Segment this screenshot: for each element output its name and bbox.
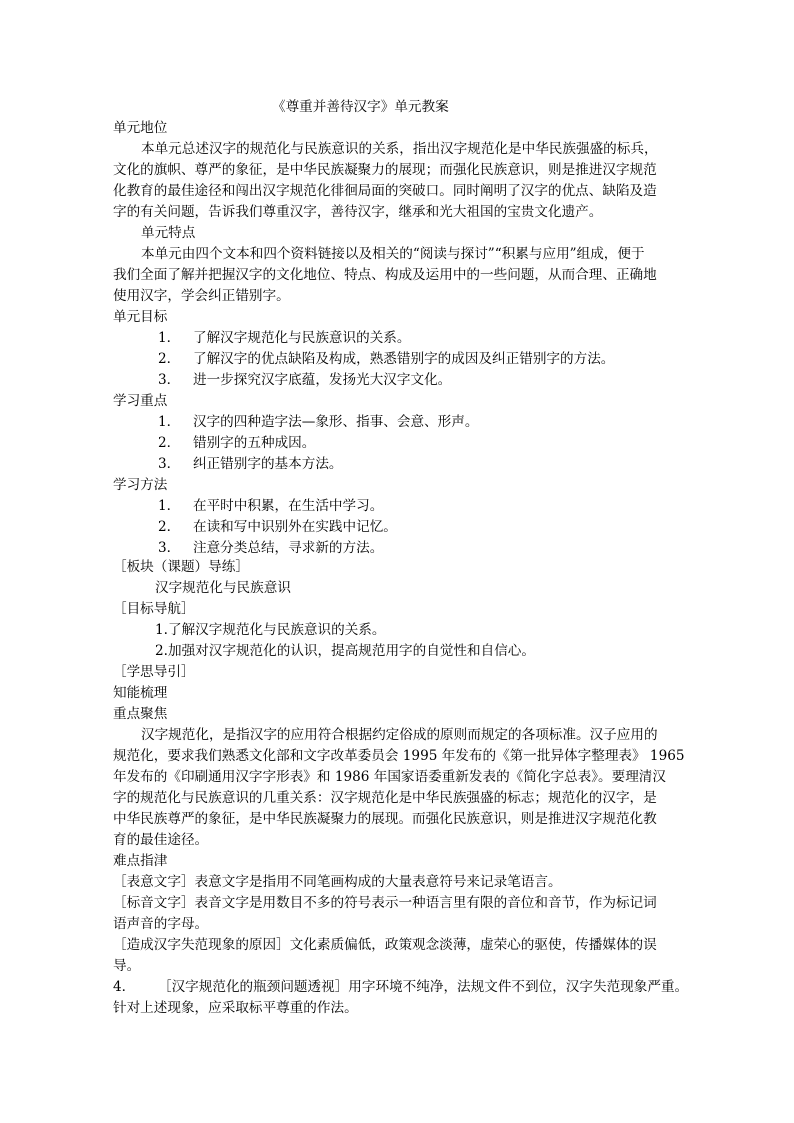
knowledge-label: 知能梳理 (113, 685, 168, 701)
section-heading-position: 单元地位 (113, 120, 168, 136)
list-number: 2． (158, 351, 181, 367)
section-heading-goal: 单元目标 (113, 309, 168, 325)
block-label: ［板块（课题）导练］ (113, 559, 249, 575)
paragraph-line: 语声音的字母。 (113, 916, 209, 932)
paragraph-line: 本单元由四个文本和四个资料链接以及相关的“阅读与探讨”“积累与应用”组成，便于 (141, 246, 645, 262)
paragraph-line: ［表意文字］表意文字是指用不同笔画构成的大量表意符号来记录笔语言。 (113, 874, 562, 890)
list-item: 2.加强对汉字规范化的认识，提高规范用字的自觉性和自信心。 (155, 643, 535, 659)
list-item: 了解汉字的优点缺陷及构成，熟悉错别字的成因及纠正错别字的方法。 (193, 351, 615, 367)
list-item: 纠正错别字的基本方法。 (193, 456, 343, 472)
paragraph-line: 汉字规范化，是指汉字的应用符合根据约定俗成的原则而规定的各项标准。汉子应用的 (141, 727, 658, 743)
lesson-title: 汉字规范化与民族意识 (155, 580, 291, 596)
section-heading-key: 学习重点 (113, 393, 168, 409)
paragraph-line: 化教育的最佳途径和闯出汉字规范化徘徊局面的突破口。同时阐明了汉字的优点、缺陷及造 (113, 183, 657, 199)
list-item: 1.了解汉字规范化与民族意识的关系。 (155, 622, 386, 638)
list-number: 2． (158, 519, 181, 535)
paragraph-line: 使用汉字，学会纠正错别字。 (113, 288, 290, 304)
list-number: 1． (158, 414, 181, 430)
doc-title: 《尊重并善待汉字》单元教案 (272, 99, 449, 115)
paragraph-line: 文化的旗帜、尊严的象征，是中华民族凝聚力的展现；而强化民族意识，则是推进汉字规范 (113, 162, 657, 178)
list-item: 进一步探究汉字底蕴，发扬光大汉字文化。 (193, 372, 452, 388)
list-number: 1． (158, 330, 181, 346)
paragraph-line: 年发布的《印刷通用汉字字形表》和 1986 年国家语委重新发表的《简化字总表》。要理清汉 (113, 769, 666, 785)
list-number: 3． (158, 456, 181, 472)
difficulty-label: 难点指津 (113, 853, 168, 869)
target-nav-label: ［目标导航］ (113, 601, 195, 617)
list-number: 2． (158, 435, 181, 451)
focus-label: 重点聚焦 (113, 706, 168, 722)
list-item: 注意分类总结，寻求新的方法。 (193, 540, 384, 556)
list-item: 汉字的四种造字法—象形、指事、会意、形声。 (193, 414, 479, 430)
paragraph-line: 育的最佳途径。 (113, 832, 209, 848)
list-item: 在平时中积累，在生活中学习。 (193, 498, 384, 514)
paragraph-line: 针对上述现象，应采取标平尊重的作法。 (113, 1000, 358, 1016)
list-number: 3． (158, 372, 181, 388)
paragraph-line: 中华民族尊严的象征，是中华民族凝聚力的展现。而强化民族意识，则是推进汉字规范化教 (113, 811, 657, 827)
paragraph-line: ［造成汉字失范现象的原因］文化素质偏低，政策观念淡薄，虚荣心的驱使，传播媒体的误 (113, 937, 657, 953)
paragraph-line: ［汉字规范化的瓶颈问题透视］用字环境不纯净，法规文件不到位，汉字失范现象严重。 (158, 979, 689, 995)
list-item: 了解汉字规范化与民族意识的关系。 (193, 330, 411, 346)
guide-label: ［学思导引］ (113, 664, 195, 680)
paragraph-line: ［标音文字］表音文字是用数目不多的符号表示一种语言里有限的音位和音节，作为标记词 (113, 895, 657, 911)
section-heading-method: 学习方法 (113, 477, 168, 493)
paragraph-line: 字的规范化与民族意识的几重关系：汉字规范化是中华民族强盛的标志；规范化的汉字，是 (113, 790, 657, 806)
paragraph-line: 字的有关问题，告诉我们尊重汉字，善待汉字，继承和光大祖国的宝贵文化遗产。 (113, 204, 603, 220)
paragraph-line: 本单元总述汉字的规范化与民族意识的关系，指出汉字规范化是中华民族强盛的标兵， (141, 141, 658, 157)
paragraph-line: 导。 (113, 958, 141, 974)
paragraph-line: 规范化，要求我们熟悉文化部和文字改革委员会 1995 年发布的《第一批异体字整理表》 1965 (113, 748, 685, 764)
paragraph-line: 我们全面了解并把握汉字的文化地位、特点、构成及运用中的一些问题，从而合理、正确地 (113, 267, 657, 283)
list-item: 在读和写中识别外在实践中记忆。 (193, 519, 397, 535)
list-number: 4． (113, 979, 136, 995)
list-item: 错别字的五种成因。 (193, 435, 316, 451)
list-number: 3． (158, 540, 181, 556)
section-heading-feature: 单元特点 (141, 225, 196, 241)
list-number: 1． (158, 498, 181, 514)
